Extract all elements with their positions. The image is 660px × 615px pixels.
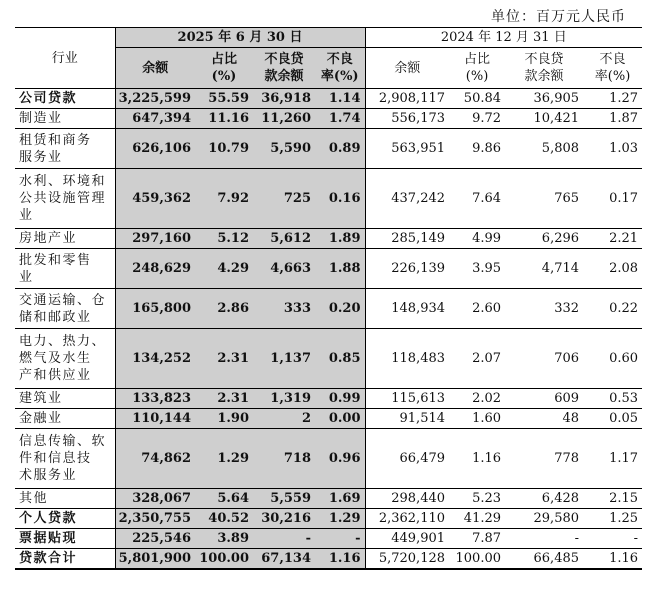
industry-name: 房地产业 [15,229,115,249]
value-2025-col-1: 40.52 [195,509,253,529]
table-row [15,389,642,409]
value-2025-col-1: 7.92 [195,169,253,229]
value-2024-col-3: 0.22 [583,289,642,329]
value-2024-col-2: 4,714 [505,249,583,289]
value-2024-col-3: 0.05 [583,409,642,429]
value-2024-col-0: 2,908,117 [365,89,449,109]
table-row [15,529,642,549]
value-2025-col-2: 1,319 [253,389,315,409]
value-2025-col-1: 100.00 [195,549,253,569]
industry-name: 金融业 [15,409,115,429]
value-2024-col-2: 29,580 [505,509,583,529]
value-2025-col-0: 459,362 [115,169,195,229]
value-2025-col-1: 2.86 [195,289,253,329]
header-period-2024: 2024 年 12 月 31 日 [365,28,642,48]
value-2024-col-2: 332 [505,289,583,329]
value-2025-col-1: 4.29 [195,249,253,289]
table-row [15,409,642,429]
value-2024-col-3: 2.08 [583,249,642,289]
value-2024-col-1: 9.86 [449,129,505,169]
value-2025-col-2: 5,559 [253,489,315,509]
value-2024-col-3: 1.27 [583,89,642,109]
value-2025-col-3: 0.99 [315,389,365,409]
value-2024-col-0: 563,951 [365,129,449,169]
industry-name: 交通运输、仓 储和邮政业 [15,289,115,329]
value-2025-col-3: 1.14 [315,89,365,109]
value-2025-col-3: 0.89 [315,129,365,169]
industry-name: 其他 [15,489,115,509]
value-2024-col-2: 609 [505,389,583,409]
value-2024-col-1: 7.64 [449,169,505,229]
value-2024-col-3: - [583,529,642,549]
value-2025-col-0: 3,225,599 [115,89,195,109]
value-2025-col-0: 110,144 [115,409,195,429]
value-2025-col-1: 1.90 [195,409,253,429]
value-2024-col-0: 148,934 [365,289,449,329]
value-2024-col-0: 5,720,128 [365,549,449,569]
value-2025-col-2: 718 [253,429,315,489]
header-cols-2025-col-3: 不良 率(%) [315,48,365,89]
value-2025-col-1: 3.89 [195,529,253,549]
value-2024-col-3: 0.60 [583,329,642,389]
value-2024-col-3: 0.53 [583,389,642,409]
value-2025-col-1: 5.12 [195,229,253,249]
value-2025-col-1: 2.31 [195,329,253,389]
header-cols-2024-col-1: 占比 (%) [449,48,505,89]
value-2024-col-1: 2.02 [449,389,505,409]
value-2024-col-3: 0.17 [583,169,642,229]
value-2025-col-0: 297,160 [115,229,195,249]
industry-name: 建筑业 [15,389,115,409]
header-cols-2024-col-0: 余额 [365,48,449,89]
industry-name: 个人贷款 [15,509,115,529]
value-2024-col-1: 100.00 [449,549,505,569]
value-2025-col-2: 1,137 [253,329,315,389]
value-2025-col-3: 1.29 [315,509,365,529]
value-2025-col-2: 11,260 [253,109,315,129]
header-cols-2025-col-0: 余额 [115,48,195,89]
value-2024-col-2: 5,808 [505,129,583,169]
value-2025-col-3: 1.89 [315,229,365,249]
value-2024-col-0: 556,173 [365,109,449,129]
value-2024-col-2: 10,421 [505,109,583,129]
value-2024-col-3: 2.15 [583,489,642,509]
table-row [15,289,642,329]
value-2024-col-3: 1.03 [583,129,642,169]
value-2025-col-3: 1.16 [315,549,365,569]
value-2024-col-2: 765 [505,169,583,229]
value-2025-col-0: 74,862 [115,429,195,489]
value-2025-col-3: 0.96 [315,429,365,489]
value-2024-col-0: 449,901 [365,529,449,549]
value-2024-col-0: 437,242 [365,169,449,229]
value-2024-col-2: 6,296 [505,229,583,249]
value-2024-col-1: 41.29 [449,509,505,529]
value-2024-col-0: 298,440 [365,489,449,509]
value-2025-col-0: 5,801,900 [115,549,195,569]
value-2024-col-3: 1.16 [583,549,642,569]
value-2025-col-1: 1.29 [195,429,253,489]
table-row [15,229,642,249]
value-2024-col-2: 48 [505,409,583,429]
table-row [15,249,642,289]
value-2025-col-2: - [253,529,315,549]
industry-name: 票据贴现 [15,529,115,549]
value-2025-col-0: 328,067 [115,489,195,509]
value-2024-col-0: 66,479 [365,429,449,489]
value-2024-col-1: 9.72 [449,109,505,129]
value-2024-col-3: 2.21 [583,229,642,249]
value-2025-col-3: - [315,529,365,549]
header-period-2025: 2025 年 6 月 30 日 [115,28,365,48]
value-2024-col-2: 66,485 [505,549,583,569]
value-2024-col-1: 7.87 [449,529,505,549]
value-2025-col-3: 0.85 [315,329,365,389]
value-2024-col-2: 36,905 [505,89,583,109]
value-2025-col-1: 11.16 [195,109,253,129]
value-2024-col-0: 2,362,110 [365,509,449,529]
value-2024-col-0: 226,139 [365,249,449,289]
value-2025-col-1: 10.79 [195,129,253,169]
value-2024-col-1: 2.07 [449,329,505,389]
value-2024-col-0: 115,613 [365,389,449,409]
value-2024-col-1: 4.99 [449,229,505,249]
value-2025-col-1: 2.31 [195,389,253,409]
header-industry: 行业 [15,28,115,89]
industry-name: 电力、热力、 燃气及水生 产和供应业 [15,329,115,389]
value-2025-col-0: 134,252 [115,329,195,389]
value-2025-col-2: 2 [253,409,315,429]
industry-name: 制造业 [15,109,115,129]
value-2024-col-2: 6,428 [505,489,583,509]
table-row [15,489,642,509]
value-2024-col-2: 778 [505,429,583,489]
value-2024-col-2: 706 [505,329,583,389]
industry-name: 公司贷款 [15,89,115,109]
value-2025-col-2: 4,663 [253,249,315,289]
industry-name: 贷款合计 [15,549,115,569]
value-2025-col-1: 55.59 [195,89,253,109]
value-2024-col-1: 3.95 [449,249,505,289]
value-2024-col-1: 50.84 [449,89,505,109]
value-2025-col-2: 725 [253,169,315,229]
unit-label: 单位：百万元人民币 [491,9,626,25]
value-2024-col-0: 285,149 [365,229,449,249]
value-2025-col-3: 1.88 [315,249,365,289]
table-row [15,89,642,109]
header-cols-2025-col-1: 占比 (%) [195,48,253,89]
value-2025-col-0: 2,350,755 [115,509,195,529]
value-2025-col-1: 5.64 [195,489,253,509]
value-2024-col-1: 1.16 [449,429,505,489]
value-2025-col-2: 333 [253,289,315,329]
value-2025-col-0: 626,106 [115,129,195,169]
value-2025-col-3: 1.69 [315,489,365,509]
value-2024-col-1: 5.23 [449,489,505,509]
value-2025-col-2: 5,612 [253,229,315,249]
header-cols-2025-col-2: 不良贷 款余额 [253,48,315,89]
table-row [15,329,642,389]
value-2024-col-1: 2.60 [449,289,505,329]
loan-industry-table [15,27,642,570]
table-row [15,129,642,169]
value-2025-col-2: 36,918 [253,89,315,109]
value-2024-col-0: 118,483 [365,329,449,389]
value-2025-col-0: 165,800 [115,289,195,329]
table-row [15,429,642,489]
industry-name: 租赁和商务 服务业 [15,129,115,169]
value-2025-col-0: 133,823 [115,389,195,409]
value-2025-col-3: 1.74 [315,109,365,129]
value-2024-col-2: - [505,529,583,549]
industry-name: 水利、环境和 公共设施管理 业 [15,169,115,229]
table-row [15,509,642,529]
value-2025-col-2: 67,134 [253,549,315,569]
header-cols-2024-col-2: 不良贷 款余额 [505,48,583,89]
value-2024-col-3: 1.25 [583,509,642,529]
table-row [15,169,642,229]
value-2025-col-0: 225,546 [115,529,195,549]
table-row [15,549,642,569]
value-2025-col-3: 0.20 [315,289,365,329]
value-2024-col-0: 91,514 [365,409,449,429]
value-2025-col-0: 647,394 [115,109,195,129]
value-2024-col-3: 1.87 [583,109,642,129]
value-2024-col-1: 1.60 [449,409,505,429]
value-2025-col-0: 248,629 [115,249,195,289]
value-2025-col-3: 0.00 [315,409,365,429]
industry-name: 信息传输、软 件和信息技 术服务业 [15,429,115,489]
header-cols-2024-col-3: 不良 率(%) [583,48,642,89]
value-2025-col-2: 30,216 [253,509,315,529]
value-2025-col-3: 0.16 [315,169,365,229]
table-row [15,109,642,129]
industry-name: 批发和零售 业 [15,249,115,289]
value-2024-col-3: 1.17 [583,429,642,489]
value-2025-col-2: 5,590 [253,129,315,169]
